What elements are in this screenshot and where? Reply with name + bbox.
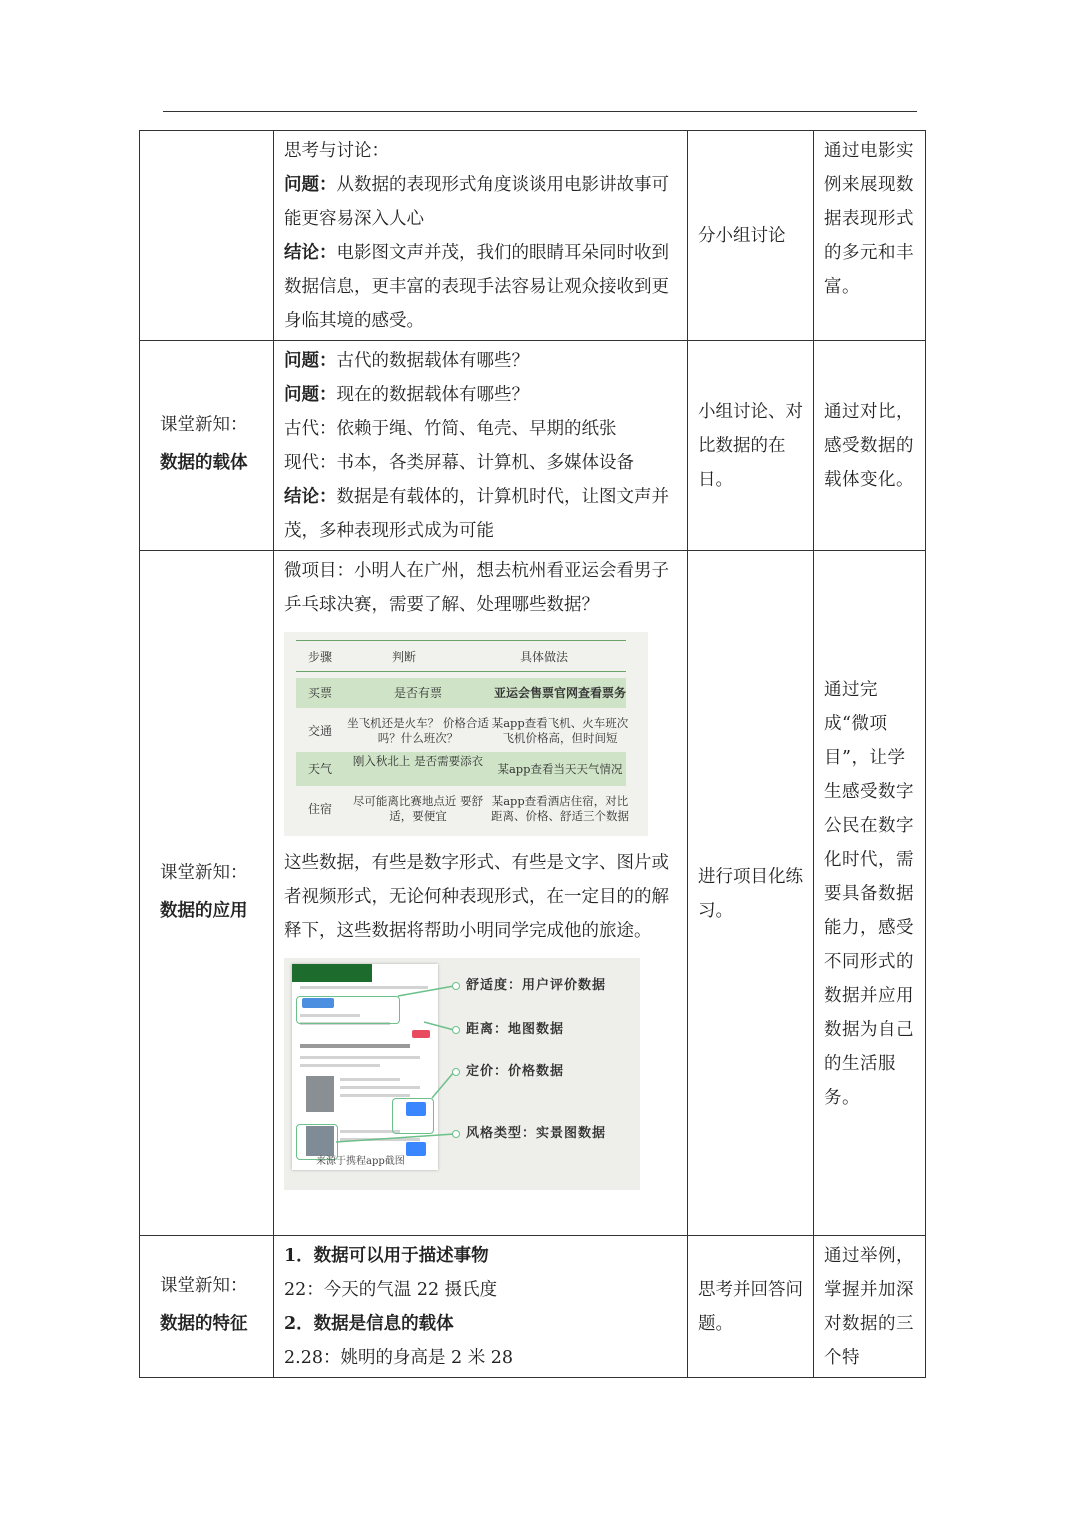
modern-carriers: 现代：书本，各类屏幕、计算机、多媒体设备 [284, 453, 634, 473]
activity-cell: 思考并回答问题。 [688, 1236, 814, 1378]
activity-cell: 进行项目化练习。 [688, 551, 814, 1236]
stage-subtitle: 数据的应用 [160, 900, 248, 921]
figure-row: 住宿 尽可能离比赛地点近 要舒适，要便宜 某app查看酒店住宿，对比 距离、价格、舒适三个数据 [307, 794, 629, 823]
header-method: 具体做法 [520, 650, 569, 664]
comfort-label: 舒适度：用户评价数据 [466, 978, 607, 993]
figure-row: 交通 坐飞机还是火车？ 价格合适吗？什么班次？ 某app查看飞机、火车班次 飞机价格高，但时间短 [307, 716, 629, 745]
figure-row: 买票 是否有票 亚运会售票官网查看票务 [296, 678, 626, 708]
stage-title: 课堂新知： [160, 415, 248, 435]
table-row [140, 1236, 926, 1378]
style-label: 风格类型：实景图数据 [466, 1126, 607, 1141]
header-judge: 判断 [392, 650, 417, 664]
question-text: 问题：现在的数据载体有哪些？ [284, 385, 529, 405]
lesson-plan-table [139, 130, 926, 1378]
figure-rule [296, 640, 626, 641]
stage-subtitle: 数据的载体 [160, 453, 248, 473]
figure-header [284, 636, 648, 671]
table-row [140, 341, 926, 551]
header-step: 步骤 [308, 650, 333, 664]
feature-example-2: 2.28：姚明的身高是 2 米 28 [284, 1348, 514, 1368]
intent-cell: 通过完成“微项目”，让学生感受数字公民在数字化时代，需要具备数据能力，感受不同形式的数据并应用数据为自己的生活服务。 [814, 551, 926, 1236]
discussion-heading: 思考与讨论： [284, 141, 389, 161]
content-cell [274, 131, 688, 341]
question-label: 问题： [284, 385, 337, 405]
feature-point-1: 1．数据可以用于描述事物 [284, 1246, 489, 1266]
feature-example-1: 22：今天的气温 22 摄氏度 [284, 1280, 498, 1300]
intent-cell: 通过电影实例来展现数据表现形式的多元和丰富。 [814, 131, 926, 341]
conclusion-label: 结论： [284, 487, 337, 507]
price-label: 定价：价格数据 [466, 1064, 565, 1079]
stage-cell [140, 551, 274, 1236]
travel-steps-figure [284, 632, 648, 836]
distance-label: 距离：地图数据 [466, 1022, 565, 1037]
stage-subtitle: 数据的特征 [160, 1314, 248, 1334]
stage-title: 课堂新知： [160, 862, 248, 883]
question-text: 问题：古代的数据载体有哪些？ [284, 351, 529, 371]
header-rule [163, 111, 917, 112]
stage-cell [140, 131, 274, 341]
app-screenshot-figure [284, 958, 640, 1190]
question-text: 问题：从数据的表现形式角度谈谈用电影讲故事可能更容易深入人心 [284, 175, 669, 229]
content-cell [274, 551, 688, 1236]
content-cell [274, 1236, 688, 1378]
stage-title: 课堂新知： [160, 1276, 248, 1296]
intent-cell: 通过对比，感受数据的载体变化。 [814, 341, 926, 551]
question-label: 问题： [284, 175, 337, 195]
figure-caption: 来源于携程app截图 [316, 1156, 405, 1167]
figure-rule [296, 671, 626, 672]
ancient-carriers: 古代：依赖于绳、竹简、龟壳、早期的纸张 [284, 419, 617, 439]
activity-cell: 小组讨论、对比数据的在日。 [688, 341, 814, 551]
micro-project-text: 微项目：小明人在广州，想去杭州看亚运会看男子乒乓球决赛，需要了解、处理哪些数据？ [284, 561, 669, 615]
feature-point-2: 2．数据是信息的载体 [284, 1314, 454, 1334]
activity-cell: 分小组讨论 [688, 131, 814, 341]
conclusion-text: 结论：电影图文声并茂，我们的眼睛耳朵同时收到数据信息，更丰富的表现手法容易让观众接收到更身临其境的感受。 [284, 243, 669, 331]
table-row [140, 551, 926, 1236]
intent-cell: 通过举例，掌握并加深对数据的三个特 [814, 1236, 926, 1378]
stage-cell [140, 341, 274, 551]
data-forms-paragraph: 这些数据，有些是数字形式、有些是文字、图片或者视频形式，无论何种表现形式，在一定目的的解释下，这些数据将帮助小明同学完成他的旅途。 [284, 853, 669, 941]
figure-row: 天气 刚入秋北上 是否需要添衣 某app查看当天天气情况 [296, 752, 626, 786]
stage-cell [140, 1236, 274, 1378]
table-row [140, 131, 926, 341]
question-label: 问题： [284, 351, 337, 371]
conclusion-label: 结论： [284, 243, 337, 263]
conclusion-text: 结论：数据是有载体的，计算机时代，让图文声并茂，多种表现形式成为可能 [284, 487, 669, 541]
content-cell [274, 341, 688, 551]
